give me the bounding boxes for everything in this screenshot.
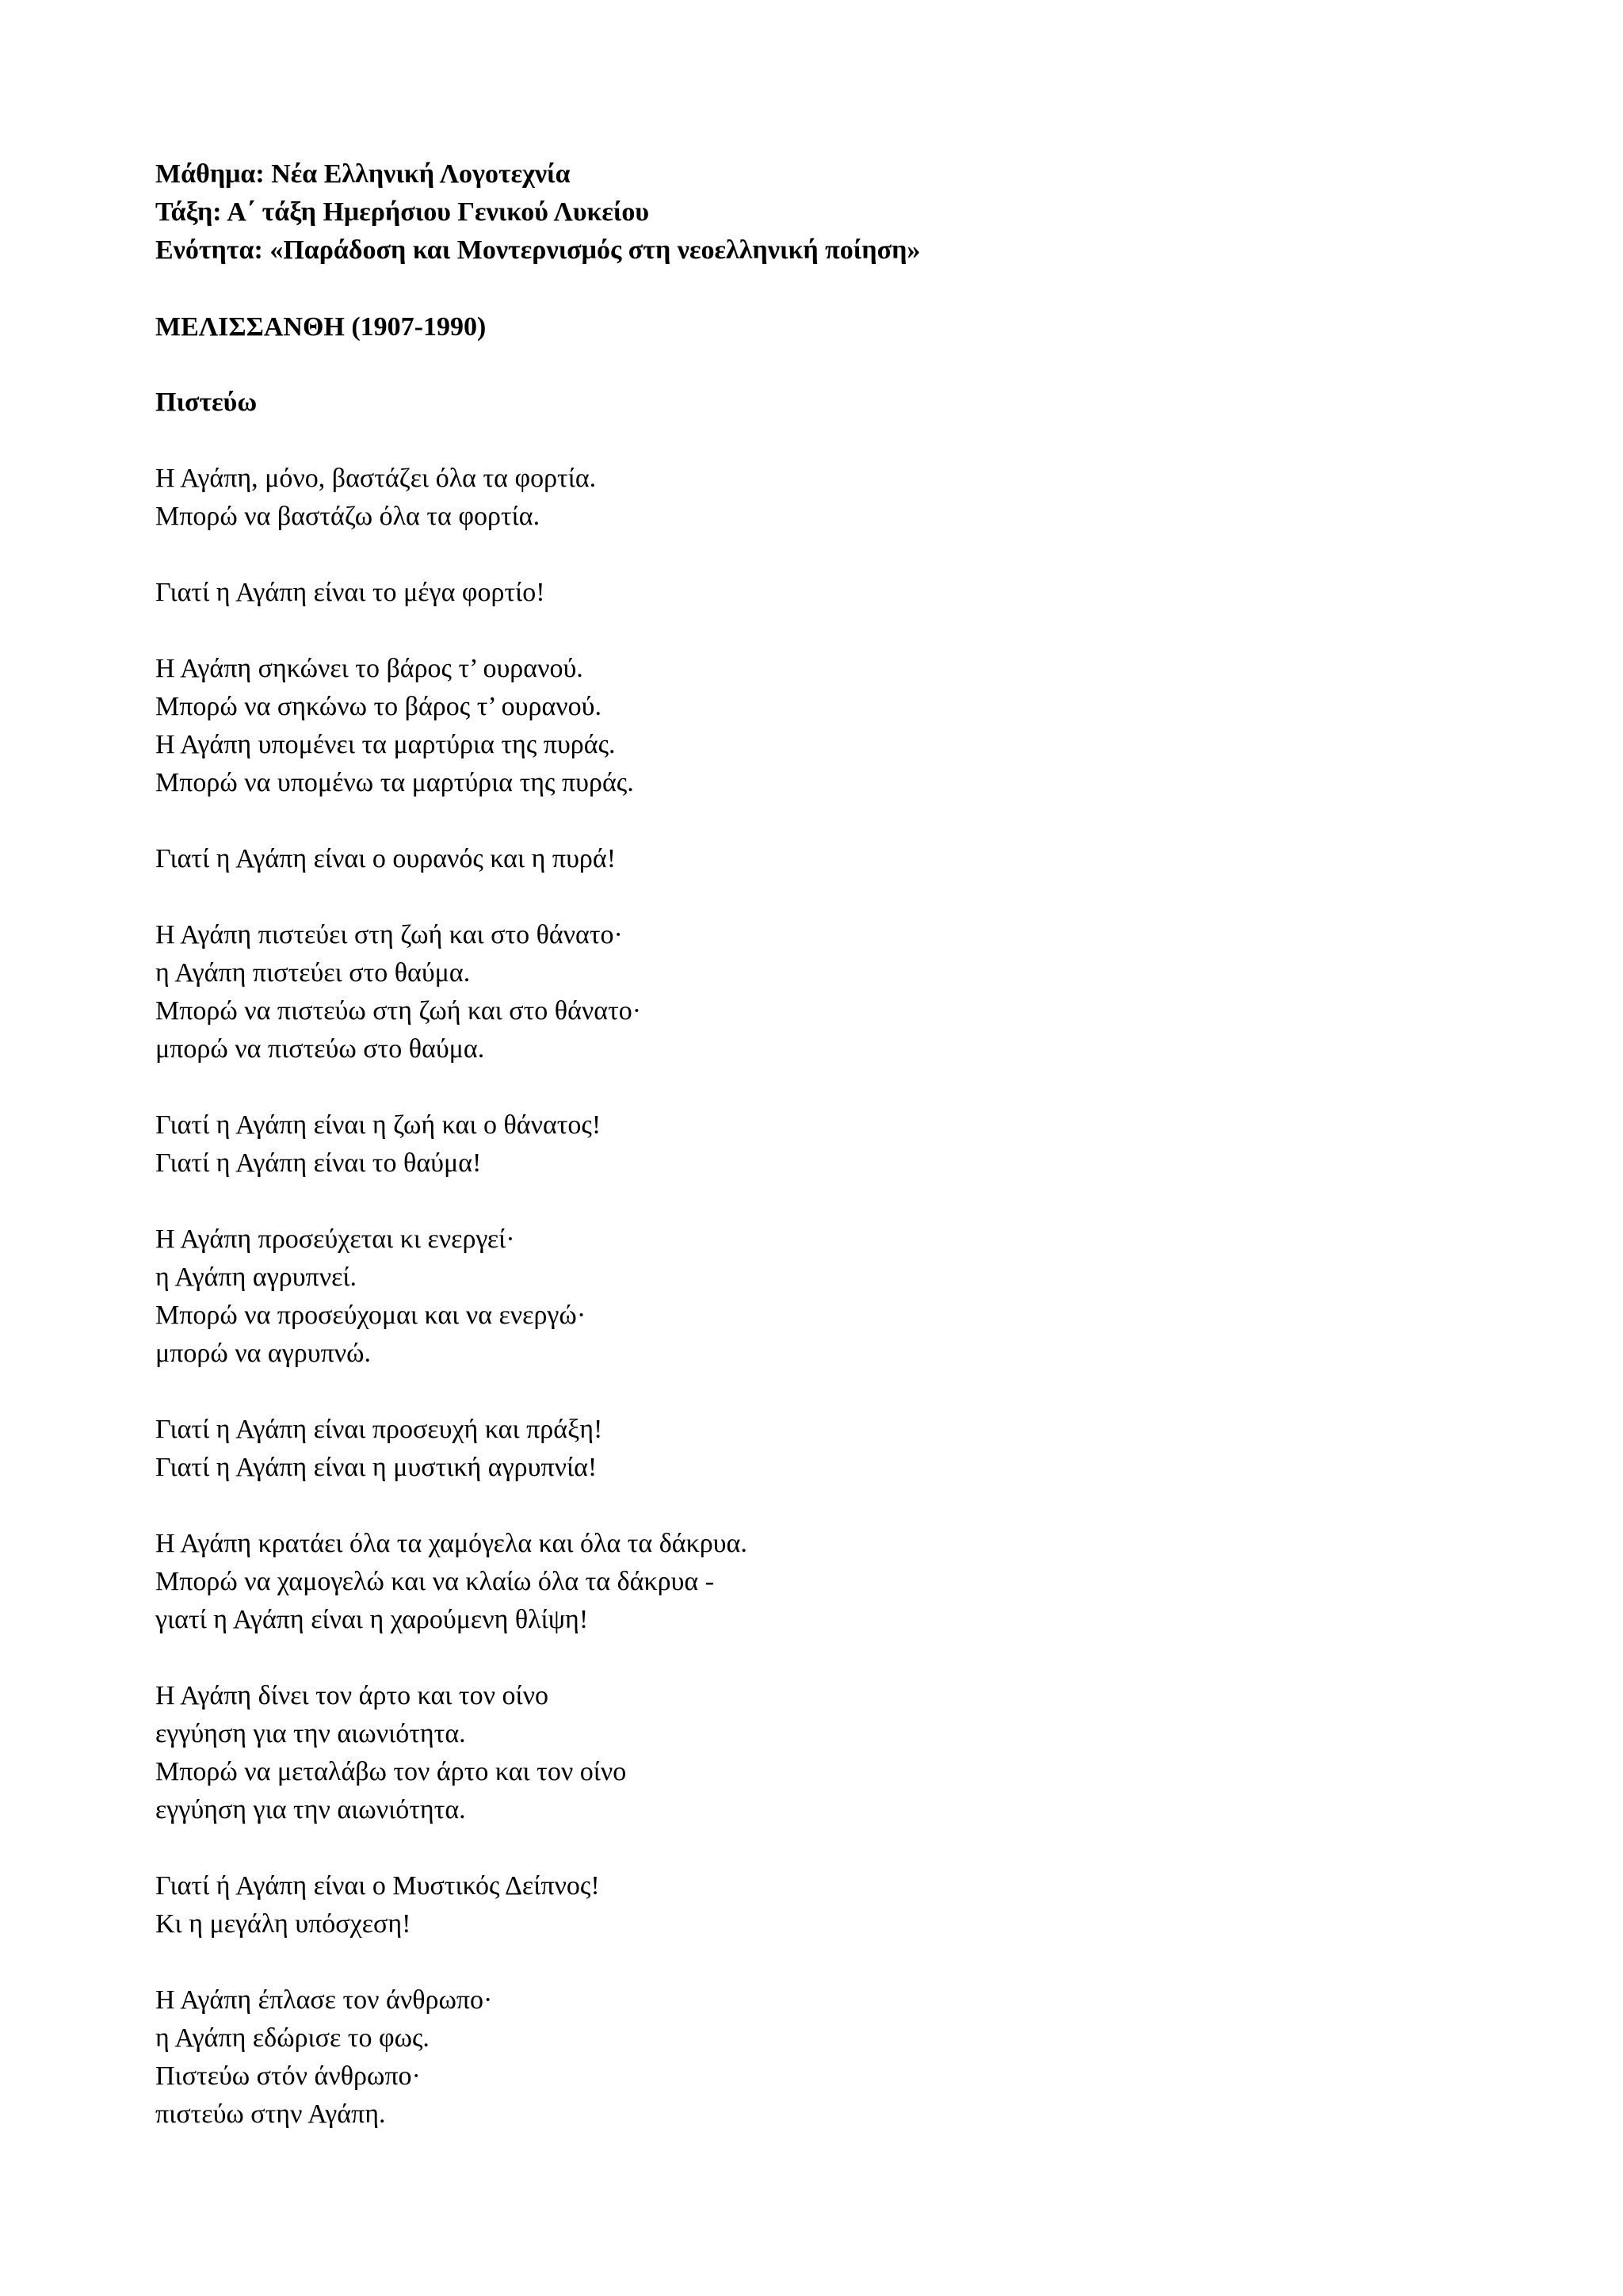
verse-line: Η Αγάπη κρατάει όλα τα χαμόγελα και όλα τα δάκρυα.	[155, 1529, 747, 1558]
verse-line: Μπορώ να σηκώνω το βάρος τ’ ουρανού.	[155, 692, 601, 721]
stanza	[155, 916, 747, 1068]
verse-line: Η Αγάπη προσεύχεται κι ενεργεί·	[155, 1224, 515, 1254]
verse-line: μπορώ να πιστεύω στο θαύμα.	[155, 1034, 485, 1064]
stanza	[155, 1411, 747, 1487]
stanza	[155, 460, 747, 536]
poem-body	[155, 460, 747, 2172]
verse-line: Γιατί η Αγάπη είναι ο ουρανός και η πυρά!	[155, 844, 617, 873]
verse-line: Μπορώ να υπομένω τα μαρτύρια της πυράς.	[155, 768, 634, 797]
document-header	[155, 155, 920, 269]
verse-line: Η Αγάπη έπλασε τον άνθρωπο·	[155, 1985, 493, 2015]
verse-line: Μπορώ να χαμογελώ και να κλαίω όλα τα δάκρυα -	[155, 1567, 715, 1596]
verse-line: Μπορώ να μεταλάβω τον άρτο και τον οίνο	[155, 1757, 627, 1786]
verse-line: Γιατί ή Αγάπη είναι ο Μυστικός Δείπνος!	[155, 1871, 600, 1901]
verse-line: Μπορώ να προσεύχομαι και να ενεργώ·	[155, 1301, 586, 1330]
verse-line: Γιατί η Αγάπη είναι η ζωή και ο θάνατος!	[155, 1110, 601, 1140]
verse-line: εγγύηση για την αιωνιότητα.	[155, 1719, 466, 1748]
verse-line: Η Αγάπη πιστεύει στη ζωή και στο θάνατο·	[155, 920, 623, 949]
stanza	[155, 650, 747, 802]
verse-line: εγγύηση για την αιωνιότητα.	[155, 1795, 466, 1824]
verse-line: η Αγάπη πιστεύει στο θαύμα.	[155, 958, 471, 988]
unit-line: Ενότητα: «Παράδοση και Μοντερνισμός στη νεοελληνική ποίηση»	[155, 235, 921, 265]
stanza	[155, 1981, 747, 2134]
verse-line: Η Αγάπη σηκώνει το βάρος τ’ ουρανού.	[155, 654, 583, 683]
grade-line: Τάξη: Α΄ τάξη Ημερήσιου Γενικού Λυκείου	[155, 197, 650, 227]
poet-name: ΜΕΛΙΣΣΑΝΘΗ (1907-1990)	[155, 312, 487, 342]
stanza	[155, 840, 747, 878]
verse-line: Γιατί η Αγάπη είναι το θαύμα!	[155, 1148, 482, 1178]
verse-line: μπορώ να αγρυπνώ.	[155, 1339, 371, 1368]
stanza	[155, 574, 747, 612]
stanza	[155, 1867, 747, 1943]
verse-line: Η Αγάπη δίνει τον άρτο και τον οίνο	[155, 1681, 548, 1710]
stanza	[155, 1525, 747, 1639]
verse-line: Γιατί η Αγάπη είναι το μέγα φορτίο!	[155, 578, 545, 607]
verse-line: Η Αγάπη υπομένει τα μαρτύρια της πυράς.	[155, 730, 616, 759]
stanza	[155, 1221, 747, 1373]
verse-line: Γιατί η Αγάπη είναι η μυστική αγρυπνία!	[155, 1453, 598, 1482]
verse-line: Κι η μεγάλη υπόσχεση!	[155, 1909, 411, 1939]
verse-line: Η Αγάπη, μόνο, βαστάζει όλα τα φορτία.	[155, 464, 597, 493]
verse-line: Γιατί η Αγάπη είναι προσευχή και πράξη!	[155, 1415, 603, 1444]
verse-line: η Αγάπη εδώρισε το φως.	[155, 2023, 430, 2053]
verse-line: Μπορώ να βαστάζω όλα τα φορτία.	[155, 502, 540, 531]
verse-line: Πιστεύω στόν άνθρωπο·	[155, 2061, 421, 2091]
course-line: Μάθημα: Νέα Ελληνική Λογοτεχνία	[155, 159, 571, 189]
verse-line: η Αγάπη αγρυπνεί.	[155, 1263, 357, 1292]
stanza	[155, 1106, 747, 1182]
stanza	[155, 1677, 747, 1829]
verse-line: γιατί η Αγάπη είναι η χαρούμενη θλίψη!	[155, 1605, 589, 1634]
verse-line: Μπορώ να πιστεύω στη ζωή και στο θάνατο·	[155, 996, 642, 1026]
verse-line: πιστεύω στην Αγάπη.	[155, 2099, 386, 2129]
poem-title: Πιστεύω	[155, 388, 258, 417]
